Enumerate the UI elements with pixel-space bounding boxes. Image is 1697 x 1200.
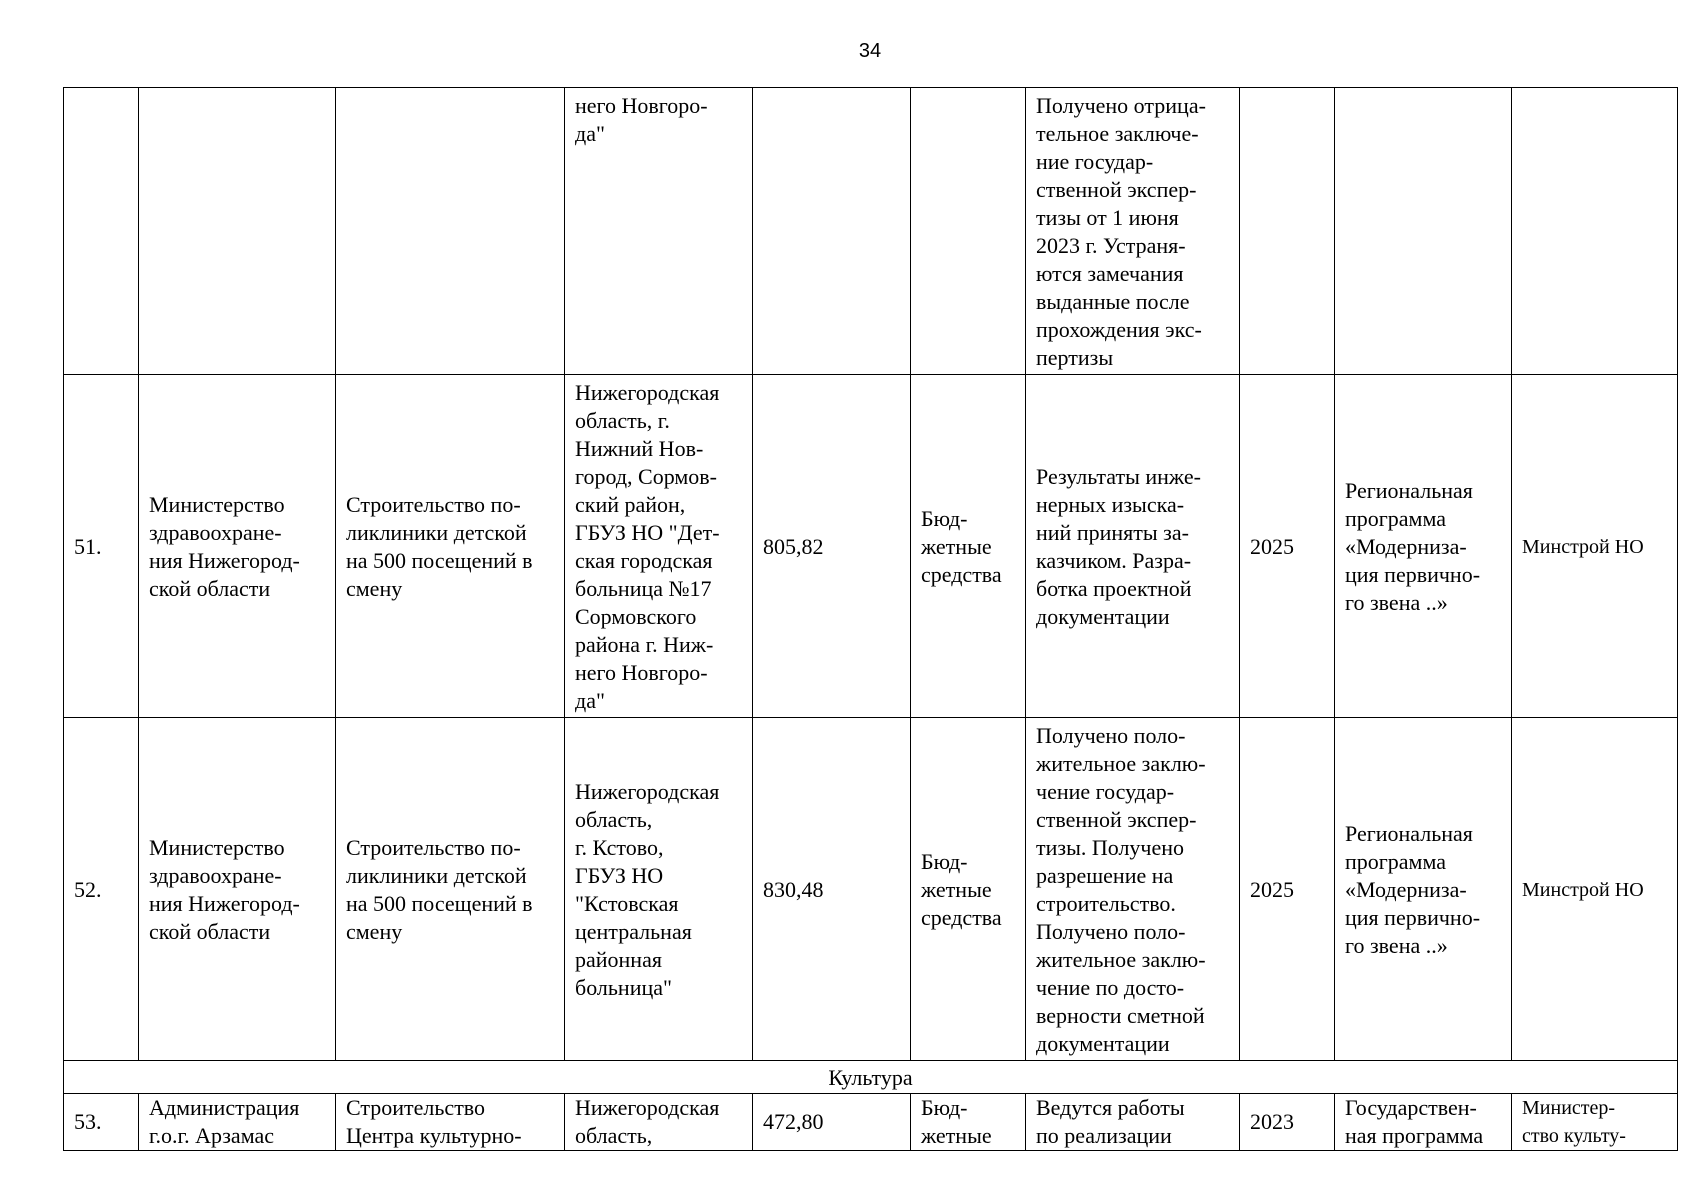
table-row xyxy=(64,1094,1678,1151)
cell-status: Получено отрица- тельное заключе- ние государ- ственной экспер- тизы от 1 июня 2023 г. Устраня- ются замечания выданные после прохождения экс- пертизы xyxy=(1026,88,1240,375)
cell-address: Нижегородская область, г. Нижний Нов- город, Сормов- ский район, ГБУЗ НО "Дет- ская городская больница №17 Сормовского района г. Ниж- него Новгоро- да" xyxy=(565,375,753,718)
cell-customer xyxy=(139,88,336,375)
cell-cost xyxy=(753,88,911,375)
cell-responsible xyxy=(1512,88,1678,375)
cell-year: 2025 xyxy=(1240,718,1335,1061)
cell-address: Нижегородская область, xyxy=(565,1094,753,1151)
cell-responsible: Минстрой НО xyxy=(1512,375,1678,718)
cell-program: Региональная программа «Модерниза- ция первично- го звена ..» xyxy=(1335,375,1512,718)
cell-program xyxy=(1335,88,1512,375)
cell-num: 53. xyxy=(64,1094,139,1151)
section-title: Культура xyxy=(64,1061,1678,1094)
cell-source: Бюд- жетные средства xyxy=(911,375,1026,718)
cell-status: Получено поло- жительное заклю- чение государ- ственной экспер- тизы. Получено разрешение на строительство. Получено поло- жительное заклю- чение по досто- верности сметной документации xyxy=(1026,718,1240,1061)
cell-customer: Министерство здравоохране- ния Нижегород- ской области xyxy=(139,375,336,718)
cell-year: 2023 xyxy=(1240,1094,1335,1151)
page-number: 34 xyxy=(858,40,882,62)
table-row xyxy=(64,88,1678,375)
cell-num: 51. xyxy=(64,375,139,718)
cell-address: Нижегородская область, г. Кстово, ГБУЗ НО "Кстовская центральная районная больница" xyxy=(565,718,753,1061)
cell-cost: 830,48 xyxy=(753,718,911,1061)
cell-status: Результаты инже- нерных изыска- ний приняты за- казчиком. Разра- ботка проектной документации xyxy=(1026,375,1240,718)
cell-source: Бюд- жетные xyxy=(911,1094,1026,1151)
cell-cost: 472,80 xyxy=(753,1094,911,1151)
cell-address: него Новгоро- да" xyxy=(565,88,753,375)
cell-status: Ведутся работы по реализации xyxy=(1026,1094,1240,1151)
cell-source xyxy=(911,88,1026,375)
cell-object xyxy=(336,88,565,375)
cell-object: Строительство Центра культурно- xyxy=(336,1094,565,1151)
cell-customer: Администрация г.о.г. Арзамас xyxy=(139,1094,336,1151)
cell-object: Строительство по- ликлиники детской на 500 посещений в смену xyxy=(336,375,565,718)
cell-year xyxy=(1240,88,1335,375)
cell-object: Строительство по- ликлиники детской на 500 посещений в смену xyxy=(336,718,565,1061)
table-row xyxy=(64,718,1678,1061)
cell-num xyxy=(64,88,139,375)
cell-responsible: Минстрой НО xyxy=(1512,718,1678,1061)
cell-num: 52. xyxy=(64,718,139,1061)
cell-customer: Министерство здравоохране- ния Нижегород- ской области xyxy=(139,718,336,1061)
cell-program: Региональная программа «Модерниза- ция первично- го звена ..» xyxy=(1335,718,1512,1061)
section-row xyxy=(64,1061,1678,1094)
cell-responsible: Министер- ство культу- xyxy=(1512,1094,1678,1151)
table-row xyxy=(64,375,1678,718)
cell-program: Государствен- ная программа xyxy=(1335,1094,1512,1151)
objects-table xyxy=(63,87,1678,1151)
cell-cost: 805,82 xyxy=(753,375,911,718)
cell-year: 2025 xyxy=(1240,375,1335,718)
cell-source: Бюд- жетные средства xyxy=(911,718,1026,1061)
